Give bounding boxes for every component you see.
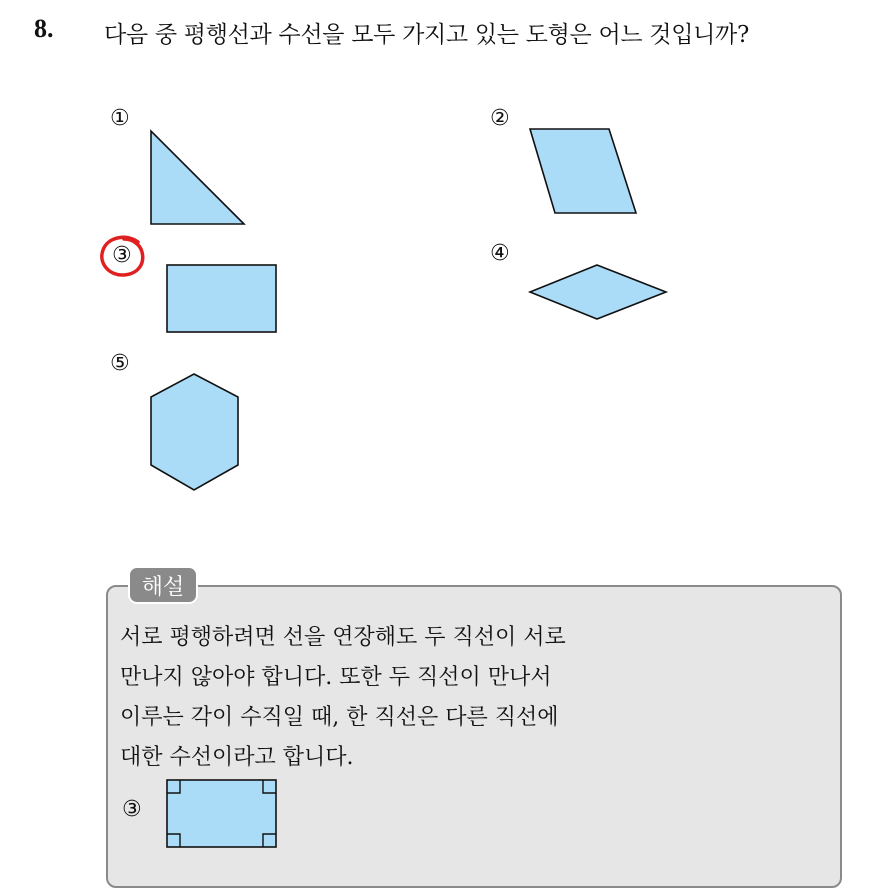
hexagon-icon[interactable]: [148, 372, 242, 494]
option-3-label[interactable]: ③: [112, 243, 132, 268]
rectangle-icon[interactable]: [165, 263, 279, 335]
option-5-label[interactable]: ⑤: [110, 351, 130, 376]
question-text: 다음 중 평행선과 수선을 모두 가지고 있는 도형은 어느 것입니까?: [104, 22, 749, 48]
question-number: 8.: [34, 14, 54, 43]
parallelogram-icon[interactable]: [527, 126, 639, 216]
rhombus-icon[interactable]: [528, 263, 670, 323]
option-2-label[interactable]: ②: [490, 106, 510, 131]
explanation-text: [120, 618, 566, 778]
rectangle-right-angle-icon: [165, 778, 279, 850]
explanation-line: 서로 평행하려면 선을 연장해도 두 직선이 서로: [120, 625, 566, 650]
explanation-line: 대한 수선이라고 합니다.: [120, 745, 354, 770]
answer-label: ③: [122, 797, 142, 822]
option-1-label[interactable]: ①: [110, 106, 130, 131]
option-4-label[interactable]: ④: [490, 241, 510, 266]
explanation-line: 이루는 각이 수직일 때, 한 직선은 다른 직선에: [120, 705, 559, 730]
right-triangle-icon[interactable]: [148, 128, 248, 228]
explanation-tag: 해설: [128, 566, 198, 604]
explanation-line: 만나지 않아야 합니다. 또한 두 직선이 만나서: [120, 665, 552, 690]
